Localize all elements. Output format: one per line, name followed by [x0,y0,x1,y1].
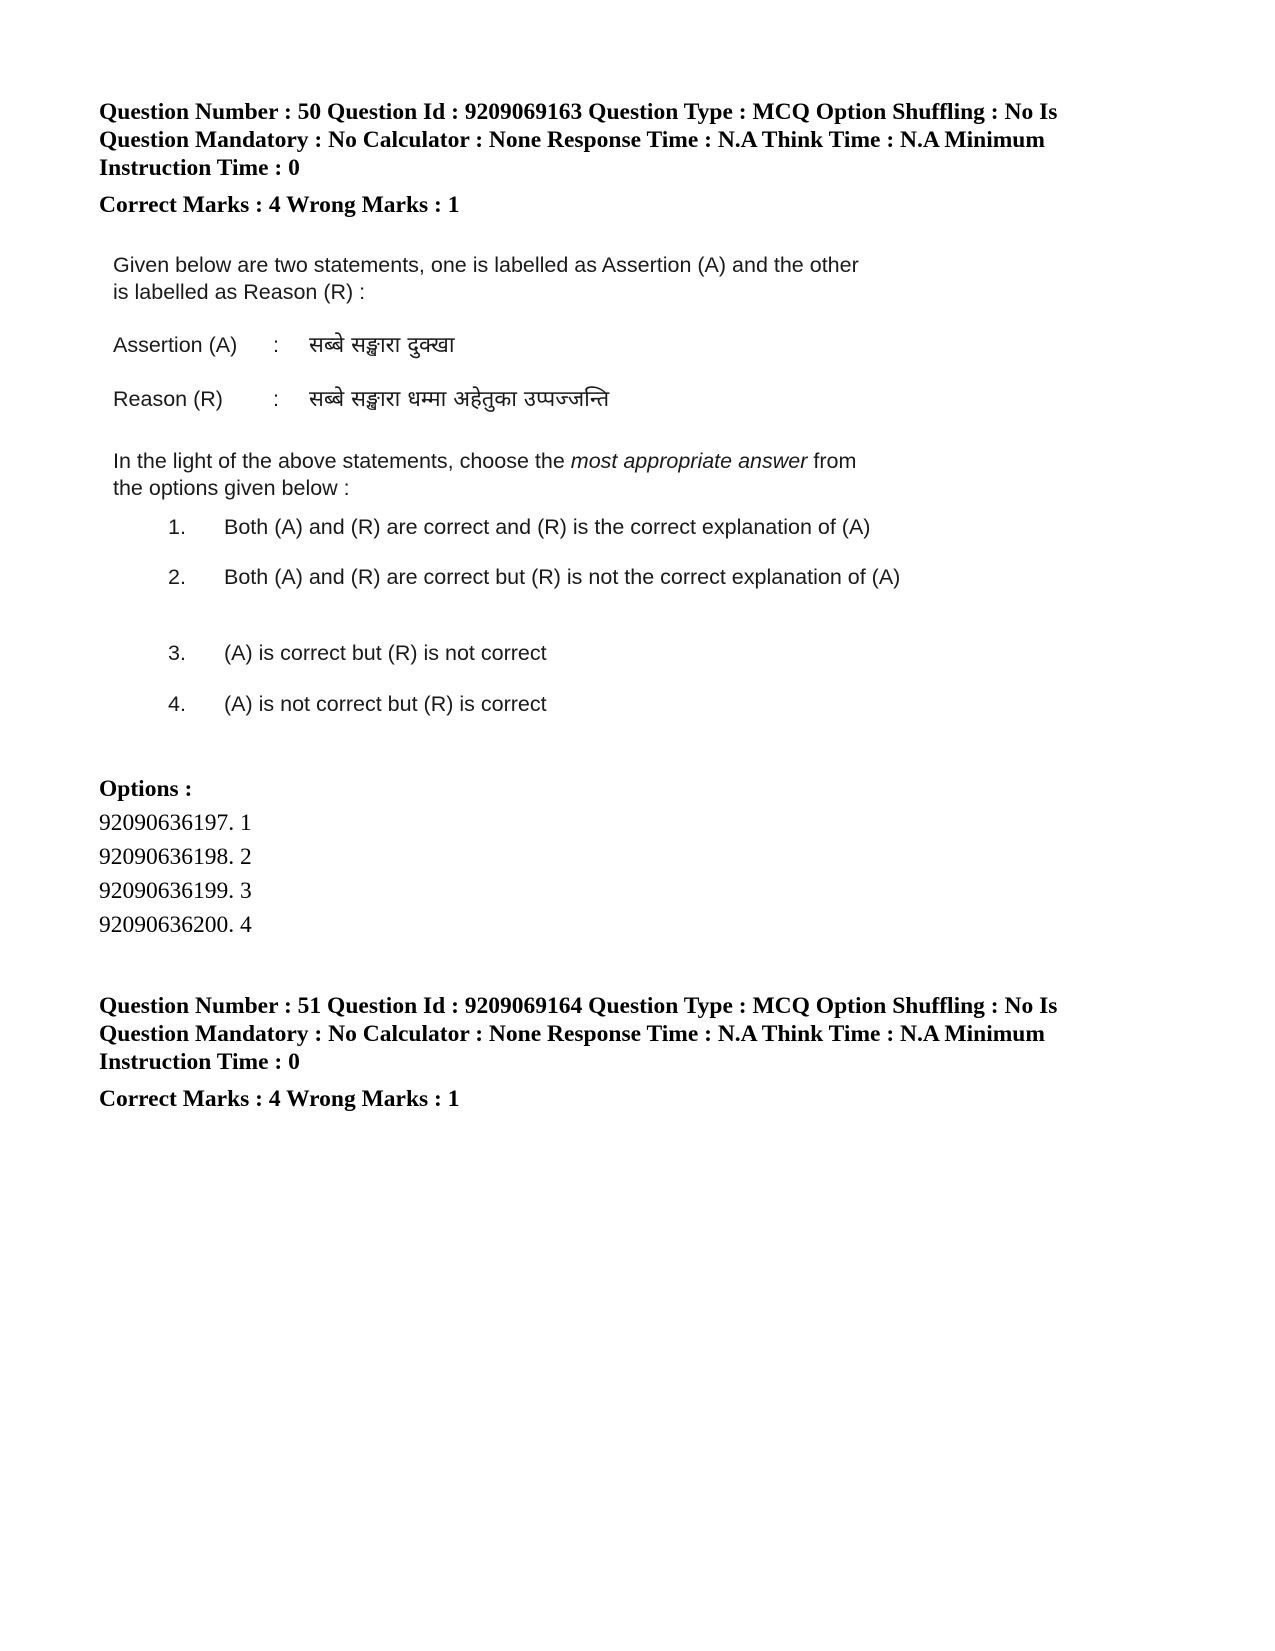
instruction-emphasis: most appropriate answer [570,449,808,473]
question-51-meta-line-2: Question Mandatory : No Calculator : None Response Time : N.A Think Time : N.A Minimum [99,1021,1045,1047]
question-50-meta-line-2: Question Mandatory : No Calculator : None Response Time : N.A Think Time : N.A Minimum [99,127,1045,153]
choice-3 [168,640,943,667]
reason-colon: : [273,387,279,411]
choice-1 [168,514,943,541]
question-50-marks: Correct Marks : 4 Wrong Marks : 1 [99,192,460,218]
instruction-post: from [807,449,857,473]
question-intro-line-2: is labelled as Reason (R) : [113,280,366,304]
choice-text: Both (A) and (R) are correct but (R) is not the correct explanation of (A) [224,565,901,589]
question-51-header [99,992,1179,1076]
question-50-meta-line-3: Instruction Time : 0 [99,155,300,181]
assertion-label: Assertion (A) [113,333,238,357]
choice-text: (A) is correct but (R) is not correct [224,641,547,665]
question-instruction [113,448,943,502]
reason-text: सब्बे सङ्खारा धम्मा अहेतुका उप्पज्जन्ति [309,387,610,412]
choice-number: 3. [168,641,186,665]
question-instruction-line-1 [113,448,943,475]
reason-label: Reason (R) [113,387,223,411]
choice-number: 1. [168,515,186,539]
question-50-meta-line-1: Question Number : 50 Question Id : 9209069163 Question Type : MCQ Option Shuffling : No Is [99,99,1058,125]
question-50-header [99,98,1179,182]
choice-2 [168,564,943,591]
choice-number: 2. [168,565,186,589]
question-instruction-line-2: the options given below : [113,476,350,500]
reason-row [113,386,609,413]
choice-text: Both (A) and (R) are correct and (R) is the correct explanation of (A) [224,515,871,539]
option-3: 92090636199. 3 [99,878,252,904]
choice-number: 4. [168,692,186,716]
option-4: 92090636200. 4 [99,912,252,938]
assertion-text: सब्बे सङ्खारा दुक्खा [309,333,455,358]
question-51-meta-line-3: Instruction Time : 0 [99,1049,300,1075]
instruction-pre: In the light of the above statements, choose the [113,449,571,473]
choice-text: (A) is not correct but (R) is correct [224,692,547,716]
question-51-meta-line-1: Question Number : 51 Question Id : 9209069164 Question Type : MCQ Option Shuffling : No Is [99,993,1058,1019]
question-intro [113,252,943,306]
options-title: Options : [99,776,193,802]
question-51-marks: Correct Marks : 4 Wrong Marks : 1 [99,1086,460,1112]
assertion-row [113,332,455,359]
option-1: 92090636197. 1 [99,810,252,836]
question-intro-line-1: Given below are two statements, one is labelled as Assertion (A) and the other [113,253,859,277]
assertion-colon: : [273,333,279,357]
option-2: 92090636198. 2 [99,844,252,870]
choice-4 [168,691,943,718]
